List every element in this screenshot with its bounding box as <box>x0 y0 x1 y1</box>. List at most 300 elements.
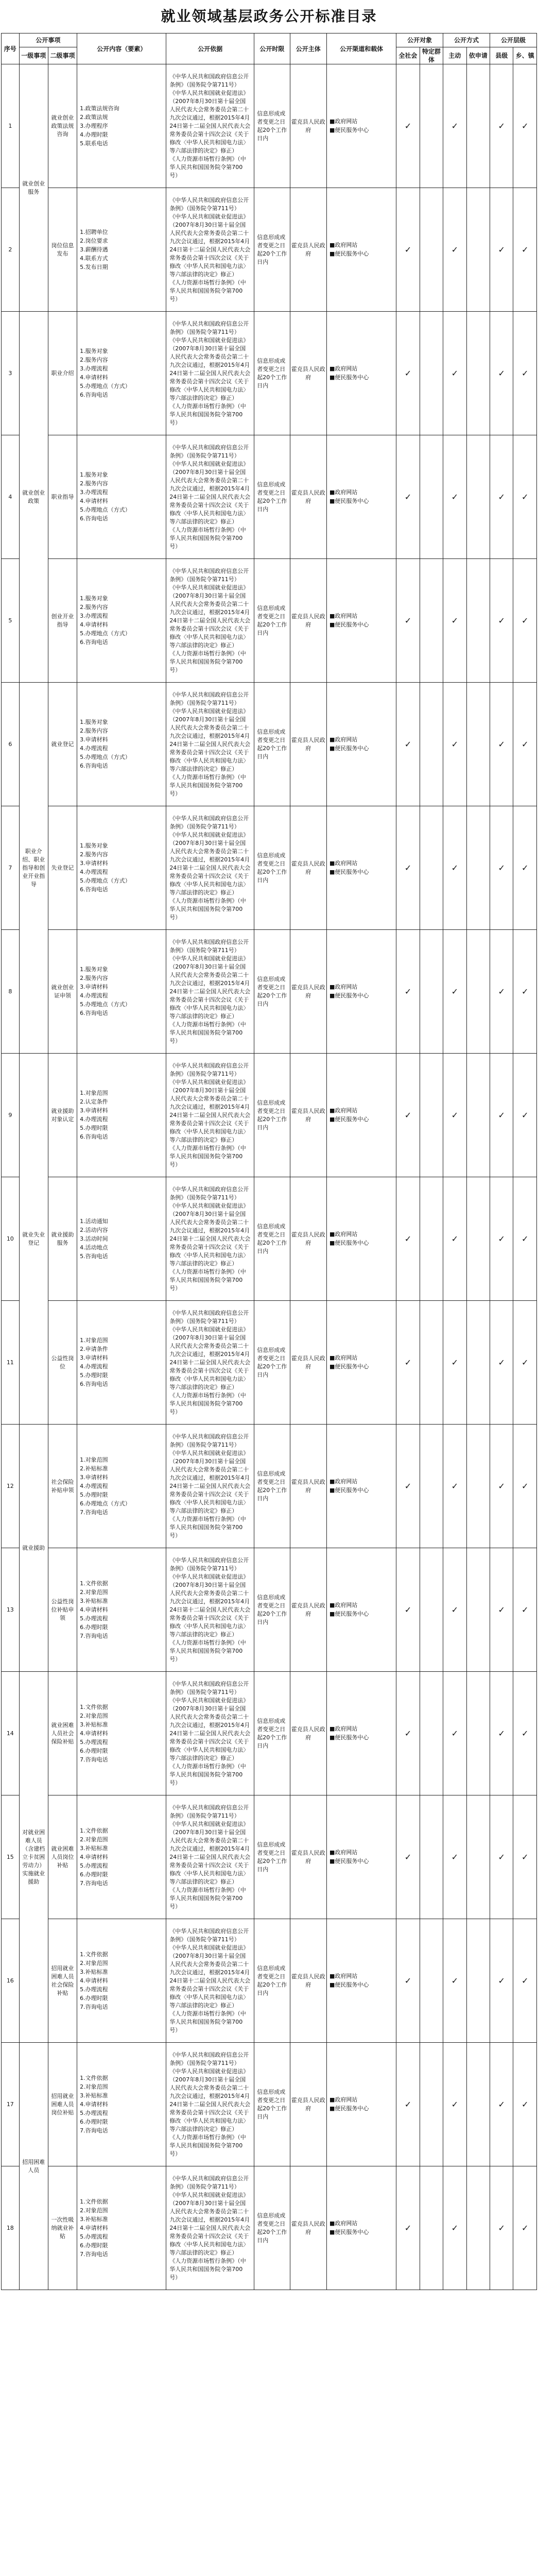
publishing-channels <box>326 683 396 806</box>
row-number: 10 <box>2 1177 20 1301</box>
content-item: 1.服务对象 <box>80 719 108 725</box>
content-item: 7.咨询电话 <box>80 1756 108 1763</box>
publishing-subject: 霍克县人民政府 <box>290 2043 326 2166</box>
check-mode-active: ✓ <box>443 1054 466 1177</box>
content-item: 2.对象范围 <box>80 2083 108 2090</box>
header-level: 公开层级 <box>490 33 536 47</box>
basis-text: 《中华人民共和国政府信息公开条例》（国务院令第711号） 《中华人民共和国就业促进法》（2007年8月30日第十届全国人民代表大会常务委员会第二十九次会议通过，根据2015年4月24日第十二届全国人民代表大会常务委员会第十四次会议《关于修改〈中华人民共和国电力法〉等六部法律的决定》修正） 《人力资源市场暂行条例》（中华人民共和国国务院令第700号） <box>166 806 254 930</box>
check-target-specific <box>420 2166 443 2290</box>
second-level-matter: 就业困难人员社会保险补贴 <box>48 1672 77 1795</box>
basis-text: 《中华人民共和国政府信息公开条例》（国务院令第711号） 《中华人民共和国就业促进法》（2007年8月30日第十届全国人民代表大会常务委员会第二十九次会议通过，根据2015年4月24日第十二届全国人民代表大会常务委员会第十四次会议《关于修改〈中华人民共和国电力法〉等六部法律的决定》修正） 《人力资源市场暂行条例》（中华人民共和国国务院令第700号） <box>166 1548 254 1672</box>
content-item: 5.办理地点（方式） <box>80 877 131 884</box>
content-item: 2.对象范围 <box>80 1959 108 1967</box>
content-item: 2.补贴标准 <box>80 1465 108 1472</box>
check-level-town: ✓ <box>513 2166 537 2290</box>
content-item: 2.服务内容 <box>80 975 108 981</box>
channel-item: ■政府网站 <box>329 2220 358 2227</box>
time-limit: 信息形成或者变更之日起20个工作日内 <box>254 188 290 312</box>
table-row <box>2 1795 537 1919</box>
check-target-all: ✓ <box>396 1177 420 1301</box>
publishing-subject: 霍克县人民政府 <box>290 312 326 435</box>
check-target-specific <box>420 1919 443 2043</box>
content-elements <box>77 2043 166 2166</box>
publishing-channels <box>326 2043 396 2166</box>
content-item: 6.办理地点（方式） <box>80 1500 131 1507</box>
content-item: 2.服务内容 <box>80 480 108 487</box>
channel-item: ■政府网站 <box>329 1478 358 1485</box>
check-mode-active: ✓ <box>443 1301 466 1425</box>
content-item: 1.对象范围 <box>80 1090 108 1096</box>
header-no: 序号 <box>2 33 20 64</box>
check-level-county: ✓ <box>490 806 513 930</box>
check-target-all: ✓ <box>396 930 420 1054</box>
check-mode-apply <box>466 1795 490 1919</box>
content-item: 2.服务内容 <box>80 851 108 858</box>
basis-text: 《中华人民共和国政府信息公开条例》（国务院令第711号） 《中华人民共和国就业促进法》（2007年8月30日第十届全国人民代表大会常务委员会第二十九次会议通过，根据2015年4月24日第十二届全国人民代表大会常务委员会第十四次会议《关于修改〈中华人民共和国电力法〉等六部法律的决定》修正） 《人力资源市场暂行条例》（中华人民共和国国务院令第700号） <box>166 1795 254 1919</box>
header-target-all: 全社会 <box>396 47 420 64</box>
row-number: 6 <box>2 683 20 806</box>
channel-item: ■政府网站 <box>329 1231 358 1238</box>
check-mode-apply <box>466 1425 490 1548</box>
content-item: 3.办理程序 <box>80 122 108 129</box>
content-item: 3.申请材料 <box>80 1354 108 1361</box>
check-mode-apply <box>466 559 490 683</box>
second-level-matter: 就业困难人员岗位补贴 <box>48 1795 77 1919</box>
table-row <box>2 312 537 435</box>
publishing-channels <box>326 64 396 188</box>
check-level-county: ✓ <box>490 2166 513 2290</box>
content-item: 5.发布日期 <box>80 263 108 270</box>
channel-item: ■便民服务中心 <box>329 1116 369 1123</box>
basis-text: 《中华人民共和国政府信息公开条例》（国务院令第711号） 《中华人民共和国就业促进法》（2007年8月30日第十届全国人民代表大会常务委员会第二十九次会议通过，根据2015年4月24日第十二届全国人民代表大会常务委员会第十四次会议《关于修改〈中华人民共和国电力法〉等六部法律的决定》修正） 《人力资源市场暂行条例》（中华人民共和国国务院令第700号） <box>166 2166 254 2290</box>
channel-item: ■便民服务中心 <box>329 1363 369 1370</box>
header-content: 公开内容（要素） <box>77 33 166 64</box>
row-number: 16 <box>2 1919 20 2043</box>
check-target-all: ✓ <box>396 1795 420 1919</box>
content-item: 1.服务对象 <box>80 966 108 973</box>
publishing-channels <box>326 312 396 435</box>
row-number: 9 <box>2 1054 20 1177</box>
check-target-specific <box>420 1054 443 1177</box>
content-item: 7.咨询电话 <box>80 1632 108 1639</box>
content-item: 7.咨询电话 <box>80 2250 108 2258</box>
check-target-all: ✓ <box>396 1672 420 1795</box>
check-mode-active: ✓ <box>443 1177 466 1301</box>
header-target-specific: 特定群体 <box>420 47 443 64</box>
content-elements <box>77 930 166 1054</box>
content-item: 5.办理地点（方式） <box>80 754 131 760</box>
content-item: 1.政策法规咨询 <box>80 105 119 112</box>
channel-item: ■便民服务中心 <box>329 1611 369 1617</box>
first-level-matter: 招用困难人员 <box>19 2043 48 2290</box>
second-level-matter: 公益性岗位补贴申领 <box>48 1548 77 1672</box>
header-level-county: 县级 <box>490 47 513 64</box>
check-mode-active: ✓ <box>443 806 466 930</box>
check-mode-apply <box>466 2166 490 2290</box>
check-mode-apply <box>466 1054 490 1177</box>
content-item: 4.活动地点 <box>80 1244 108 1251</box>
content-item: 4.申请材料 <box>80 1977 108 1984</box>
content-item: 6.办理时限 <box>80 2242 108 2249</box>
second-level-matter: 就业创业政策法规咨询 <box>48 64 77 188</box>
time-limit: 信息形成或者变更之日起20个工作日内 <box>254 806 290 930</box>
content-item: 1.招聘单位 <box>80 228 108 235</box>
table-row <box>2 435 537 559</box>
row-number: 7 <box>2 806 20 930</box>
header-mode-apply: 依申请 <box>466 47 490 64</box>
content-elements <box>77 312 166 435</box>
check-level-town: ✓ <box>513 559 537 683</box>
basis-text: 《中华人民共和国政府信息公开条例》（国务院令第711号） 《中华人民共和国就业促进法》（2007年8月30日第十届全国人民代表大会常务委员会第二十九次会议通过，根据2015年4月24日第十二届全国人民代表大会常务委员会第十四次会议《关于修改〈中华人民共和国电力法〉等六部法律的决定》修正） 《人力资源市场暂行条例》（中华人民共和国国务院令第700号） <box>166 64 254 188</box>
check-level-county: ✓ <box>490 312 513 435</box>
content-item: 6.咨询电话 <box>80 1010 108 1016</box>
publishing-subject: 霍克县人民政府 <box>290 1177 326 1301</box>
channel-item: ■便民服务中心 <box>329 2229 369 2235</box>
content-item: 5.办理流程 <box>80 1615 108 1622</box>
time-limit: 信息形成或者变更之日起20个工作日内 <box>254 64 290 188</box>
time-limit: 信息形成或者变更之日起20个工作日内 <box>254 559 290 683</box>
header-level-town: 乡、镇 <box>513 47 537 64</box>
content-item: 3.补贴标准 <box>80 1844 108 1852</box>
check-mode-apply <box>466 683 490 806</box>
check-level-town: ✓ <box>513 1795 537 1919</box>
check-target-specific <box>420 930 443 1054</box>
content-item: 2.申请条件 <box>80 1346 108 1352</box>
content-item: 4.申请材料 <box>80 2224 108 2231</box>
publishing-subject: 霍克县人民政府 <box>290 188 326 312</box>
content-item: 5.办理流程 <box>80 2109 108 2116</box>
check-level-town: ✓ <box>513 1672 537 1795</box>
content-item: 4.申请材料 <box>80 1730 108 1737</box>
check-target-specific <box>420 1672 443 1795</box>
channel-item: ■便民服务中心 <box>329 498 369 504</box>
check-mode-active: ✓ <box>443 64 466 188</box>
content-item: 1.服务对象 <box>80 471 108 478</box>
publishing-subject: 霍克县人民政府 <box>290 1548 326 1672</box>
time-limit: 信息形成或者变更之日起20个工作日内 <box>254 930 290 1054</box>
content-item: 5.办理流程 <box>80 2233 108 2240</box>
catalog-table <box>1 33 537 2290</box>
content-item: 2.对象范围 <box>80 1712 108 1719</box>
check-level-county: ✓ <box>490 1548 513 1672</box>
check-level-county: ✓ <box>490 2043 513 2166</box>
check-target-specific <box>420 188 443 312</box>
basis-text: 《中华人民共和国政府信息公开条例》（国务院令第711号） 《中华人民共和国就业促进法》（2007年8月30日第十届全国人民代表大会常务委员会第二十九次会议通过，根据2015年4月24日第十二届全国人民代表大会常务委员会第十四次会议《关于修改〈中华人民共和国电力法〉等六部法律的决定》修正） 《人力资源市场暂行条例》（中华人民共和国国务院令第700号） <box>166 559 254 683</box>
content-item: 5.咨询电话 <box>80 1252 108 1260</box>
first-level-matter: 就业失业登记 <box>19 1054 48 1425</box>
channel-item: ■政府网站 <box>329 1354 358 1361</box>
header-lvl2: 二级事项 <box>48 47 77 64</box>
check-level-county: ✓ <box>490 683 513 806</box>
content-item: 3.申请材料 <box>80 1107 108 1114</box>
table-row <box>2 64 537 188</box>
publishing-channels <box>326 1672 396 1795</box>
publishing-subject: 霍克县人民政府 <box>290 64 326 188</box>
table-row <box>2 1548 537 1672</box>
second-level-matter: 创业开业指导 <box>48 559 77 683</box>
publishing-channels <box>326 435 396 559</box>
basis-text: 《中华人民共和国政府信息公开条例》（国务院令第711号） 《中华人民共和国就业促进法》（2007年8月30日第十届全国人民代表大会常务委员会第二十九次会议通过，根据2015年4月24日第十二届全国人民代表大会常务委员会第十四次会议《关于修改〈中华人民共和国电力法〉等六部法律的决定》修正） 《人力资源市场暂行条例》（中华人民共和国国务院令第700号） <box>166 1919 254 2043</box>
row-number: 13 <box>2 1548 20 1672</box>
publishing-subject: 霍克县人民政府 <box>290 435 326 559</box>
channel-item: ■政府网站 <box>329 613 358 619</box>
content-item: 5.办理地点（方式） <box>80 383 131 389</box>
check-mode-apply <box>466 1301 490 1425</box>
table-body <box>2 64 537 2290</box>
table-row <box>2 683 537 806</box>
header-mode: 公开方式 <box>443 33 490 47</box>
check-level-county: ✓ <box>490 435 513 559</box>
check-level-county: ✓ <box>490 1919 513 2043</box>
content-elements <box>77 1795 166 1919</box>
row-number: 11 <box>2 1301 20 1425</box>
row-number: 14 <box>2 1672 20 1795</box>
check-level-county: ✓ <box>490 188 513 312</box>
check-level-town: ✓ <box>513 1177 537 1301</box>
table-row <box>2 1672 537 1795</box>
check-mode-active: ✓ <box>443 312 466 435</box>
channel-item: ■政府网站 <box>329 1973 358 1979</box>
content-item: 2.服务内容 <box>80 727 108 734</box>
check-level-town: ✓ <box>513 930 537 1054</box>
time-limit: 信息形成或者变更之日起20个工作日内 <box>254 2166 290 2290</box>
page-title: 就业领域基层政务公开标准目录 <box>161 8 377 25</box>
content-item: 4.办理流程 <box>80 1116 108 1123</box>
check-level-town: ✓ <box>513 435 537 559</box>
content-item: 3.补贴标准 <box>80 1597 108 1604</box>
content-item: 5.办理地点（方式） <box>80 1001 131 1008</box>
time-limit: 信息形成或者变更之日起20个工作日内 <box>254 1425 290 1548</box>
basis-text: 《中华人民共和国政府信息公开条例》（国务院令第711号） 《中华人民共和国就业促进法》（2007年8月30日第十届全国人民代表大会常务委员会第二十九次会议通过，根据2015年4月24日第十二届全国人民代表大会常务委员会第十四次会议《关于修改〈中华人民共和国电力法〉等六部法律的决定》修正） 《人力资源市场暂行条例》（中华人民共和国国务院令第700号） <box>166 312 254 435</box>
second-level-matter: 职业介绍 <box>48 312 77 435</box>
check-target-all: ✓ <box>396 683 420 806</box>
check-level-town: ✓ <box>513 64 537 188</box>
content-item: 4.申请材料 <box>80 2100 108 2108</box>
publishing-subject: 霍克县人民政府 <box>290 1919 326 2043</box>
content-item: 2.服务内容 <box>80 357 108 363</box>
check-target-specific <box>420 312 443 435</box>
check-mode-active: ✓ <box>443 1919 466 2043</box>
content-item: 5.联系电话 <box>80 140 108 147</box>
header-matter: 公开事项 <box>19 33 77 47</box>
second-level-matter: 岗位信息发布 <box>48 188 77 312</box>
content-item: 2.服务内容 <box>80 604 108 611</box>
header-basis: 公开依据 <box>166 33 254 64</box>
check-mode-apply <box>466 1177 490 1301</box>
content-item: 4.申请材料 <box>80 1853 108 1860</box>
channel-item: ■政府网站 <box>329 2096 358 2103</box>
second-level-matter: 就业创业证申领 <box>48 930 77 1054</box>
publishing-subject: 霍克县人民政府 <box>290 1795 326 1919</box>
basis-text: 《中华人民共和国政府信息公开条例》（国务院令第711号） 《中华人民共和国就业促进法》（2007年8月30日第十届全国人民代表大会常务委员会第二十九次会议通过，根据2015年4月24日第十二届全国人民代表大会常务委员会第十四次会议《关于修改〈中华人民共和国电力法〉等六部法律的决定》修正） 《人力资源市场暂行条例》（中华人民共和国国务院令第700号） <box>166 683 254 806</box>
check-mode-apply <box>466 806 490 930</box>
content-item: 6.办理时限 <box>80 1623 108 1631</box>
check-target-all: ✓ <box>396 2166 420 2290</box>
check-target-specific <box>420 64 443 188</box>
check-target-all: ✓ <box>396 1301 420 1425</box>
check-level-county: ✓ <box>490 1301 513 1425</box>
content-item: 5.办理流程 <box>80 1738 108 1745</box>
content-item: 4.申请材料 <box>80 498 108 504</box>
check-level-county: ✓ <box>490 1795 513 1919</box>
check-target-specific <box>420 559 443 683</box>
check-mode-apply <box>466 64 490 188</box>
content-item: 6.咨询电话 <box>80 1381 108 1387</box>
second-level-matter: 失业登记 <box>48 806 77 930</box>
check-level-town: ✓ <box>513 1301 537 1425</box>
publishing-subject: 霍克县人民政府 <box>290 683 326 806</box>
publishing-subject: 霍克县人民政府 <box>290 806 326 930</box>
channel-item: ■政府网站 <box>329 1849 358 1856</box>
content-item: 2.认定条件 <box>80 1098 108 1105</box>
check-mode-apply <box>466 930 490 1054</box>
check-target-specific <box>420 683 443 806</box>
check-level-county: ✓ <box>490 559 513 683</box>
time-limit: 信息形成或者变更之日起20个工作日内 <box>254 1795 290 1919</box>
check-mode-active: ✓ <box>443 1672 466 1795</box>
publishing-channels <box>326 1054 396 1177</box>
second-level-matter: 职业指导 <box>48 435 77 559</box>
content-elements <box>77 1672 166 1795</box>
channel-item: ■便民服务中心 <box>329 2105 369 2112</box>
second-level-matter: 一次性吸纳就业补贴 <box>48 2166 77 2290</box>
content-elements <box>77 1054 166 1177</box>
row-number: 2 <box>2 188 20 312</box>
second-level-matter: 公益性岗位 <box>48 1301 77 1425</box>
content-item: 6.咨询电话 <box>80 1133 108 1140</box>
channel-item: ■便民服务中心 <box>329 1487 369 1494</box>
table-row <box>2 1054 537 1177</box>
content-item: 7.咨询电话 <box>80 1509 108 1516</box>
check-mode-apply <box>466 312 490 435</box>
check-level-county: ✓ <box>490 1177 513 1301</box>
content-item: 6.办理时限 <box>80 1871 108 1878</box>
header-subject: 公开主体 <box>290 33 326 64</box>
channel-item: ■政府网站 <box>329 365 358 372</box>
second-level-matter: 招用就业困难人员岗位补贴 <box>48 2043 77 2166</box>
content-item: 2.对象范围 <box>80 1836 108 1843</box>
table-row <box>2 1919 537 2043</box>
table-row <box>2 930 537 1054</box>
check-target-all: ✓ <box>396 64 420 188</box>
channel-item: ■便民服务中心 <box>329 1734 369 1741</box>
channel-item: ■政府网站 <box>329 860 358 867</box>
content-item: 7.咨询电话 <box>80 2003 108 2010</box>
content-item: 5.办理时限 <box>80 1125 108 1131</box>
content-item: 4.办理流程 <box>80 869 108 875</box>
content-item: 6.办理时限 <box>80 2118 108 2125</box>
time-limit: 信息形成或者变更之日起20个工作日内 <box>254 2043 290 2166</box>
check-level-town: ✓ <box>513 188 537 312</box>
check-target-all: ✓ <box>396 1054 420 1177</box>
time-limit: 信息形成或者变更之日起20个工作日内 <box>254 435 290 559</box>
time-limit: 信息形成或者变更之日起20个工作日内 <box>254 683 290 806</box>
content-elements <box>77 1301 166 1425</box>
content-item: 1.文件依据 <box>80 2074 108 2081</box>
check-mode-active: ✓ <box>443 2166 466 2290</box>
content-item: 6.咨询电话 <box>80 762 108 769</box>
check-target-specific <box>420 1425 443 1548</box>
check-mode-apply <box>466 2043 490 2166</box>
content-elements <box>77 1177 166 1301</box>
header-lvl1: 一级事项 <box>19 47 48 64</box>
publishing-subject: 霍克县人民政府 <box>290 2166 326 2290</box>
check-mode-active: ✓ <box>443 930 466 1054</box>
header-mode-active: 主动 <box>443 47 466 64</box>
content-item: 1.文件依据 <box>80 2198 108 2205</box>
content-item: 6.咨询电话 <box>80 392 108 398</box>
check-mode-active: ✓ <box>443 1425 466 1548</box>
content-elements <box>77 64 166 188</box>
basis-text: 《中华人民共和国政府信息公开条例》（国务院令第711号） 《中华人民共和国就业促进法》（2007年8月30日第十届全国人民代表大会常务委员会第二十九次会议通过，根据2015年4月24日第十二届全国人民代表大会常务委员会第十四次会议《关于修改〈中华人民共和国电力法〉等六部法律的决定》修正） 《人力资源市场暂行条例》（中华人民共和国国务院令第700号） <box>166 1425 254 1548</box>
basis-text: 《中华人民共和国政府信息公开条例》（国务院令第711号） 《中华人民共和国就业促进法》（2007年8月30日第十届全国人民代表大会常务委员会第二十九次会议通过，根据2015年4月24日第十二届全国人民代表大会常务委员会第十四次会议《关于修改〈中华人民共和国电力法〉等六部法律的决定》修正） 《人力资源市场暂行条例》（中华人民共和国国务院令第700号） <box>166 2043 254 2166</box>
content-item: 6.办理时限 <box>80 1747 108 1754</box>
channel-item: ■便民服务中心 <box>329 745 369 752</box>
content-item: 3.申请材料 <box>80 1473 108 1481</box>
publishing-channels <box>326 1795 396 1919</box>
content-item: 6.咨询电话 <box>80 639 108 646</box>
content-item: 3.薪酬待遇 <box>80 246 108 253</box>
content-item: 1.文件依据 <box>80 1951 108 1958</box>
basis-text: 《中华人民共和国政府信息公开条例》（国务院令第711号） 《中华人民共和国就业促进法》（2007年8月30日第十届全国人民代表大会常务委员会第二十九次会议通过，根据2015年4月24日第十二届全国人民代表大会常务委员会第十四次会议《关于修改〈中华人民共和国电力法〉等六部法律的决定》修正） 《人力资源市场暂行条例》（中华人民共和国国务院令第700号） <box>166 1301 254 1425</box>
content-item: 4.申请材料 <box>80 374 108 381</box>
content-item: 3.办理流程 <box>80 613 108 619</box>
content-item: 5.办理流程 <box>80 1986 108 1993</box>
check-level-town: ✓ <box>513 2043 537 2166</box>
check-level-town: ✓ <box>513 1919 537 2043</box>
content-item: 3.办理流程 <box>80 365 108 372</box>
table-row <box>2 1177 537 1301</box>
table-row <box>2 1425 537 1548</box>
content-item: 1.服务对象 <box>80 348 108 354</box>
check-target-all: ✓ <box>396 1425 420 1548</box>
channel-item: ■政府网站 <box>329 736 358 743</box>
content-elements <box>77 806 166 930</box>
channel-item: ■政府网站 <box>329 1725 358 1732</box>
check-target-all: ✓ <box>396 1919 420 2043</box>
content-item: 2.对象范围 <box>80 1588 108 1596</box>
content-item: 4.办理流程 <box>80 1482 108 1489</box>
content-item: 3.补贴标准 <box>80 2215 108 2223</box>
content-item: 1.服务对象 <box>80 842 108 849</box>
table-row <box>2 1301 537 1425</box>
check-mode-apply <box>466 1919 490 2043</box>
content-elements <box>77 188 166 312</box>
time-limit: 信息形成或者变更之日起20个工作日内 <box>254 1177 290 1301</box>
check-mode-active: ✓ <box>443 683 466 806</box>
content-elements <box>77 683 166 806</box>
publishing-subject: 霍克县人民政府 <box>290 930 326 1054</box>
content-elements <box>77 559 166 683</box>
check-target-all: ✓ <box>396 435 420 559</box>
check-mode-apply <box>466 1548 490 1672</box>
channel-item: ■便民服务中心 <box>329 127 369 133</box>
channel-item: ■便民服务中心 <box>329 1858 369 1865</box>
table-row <box>2 806 537 930</box>
channel-item: ■便民服务中心 <box>329 1240 369 1246</box>
check-target-specific <box>420 1548 443 1672</box>
row-number: 5 <box>2 559 20 683</box>
content-item: 4.联系方式 <box>80 255 108 262</box>
channel-item: ■便民服务中心 <box>329 869 369 875</box>
basis-text: 《中华人民共和国政府信息公开条例》（国务院令第711号） 《中华人民共和国就业促进法》（2007年8月30日第十届全国人民代表大会常务委员会第二十九次会议通过，根据2015年4月24日第十二届全国人民代表大会常务委员会第十四次会议《关于修改〈中华人民共和国电力法〉等六部法律的决定》修正） 《人力资源市场暂行条例》（中华人民共和国国务院令第700号） <box>166 1177 254 1301</box>
content-item: 5.办理时限 <box>80 1372 108 1379</box>
check-mode-active: ✓ <box>443 2043 466 2166</box>
time-limit: 信息形成或者变更之日起20个工作日内 <box>254 1919 290 2043</box>
content-item: 1.服务对象 <box>80 595 108 602</box>
content-item: 3.补贴标准 <box>80 1721 108 1728</box>
second-level-matter: 招用就业困难人员社会保险补贴 <box>48 1919 77 2043</box>
